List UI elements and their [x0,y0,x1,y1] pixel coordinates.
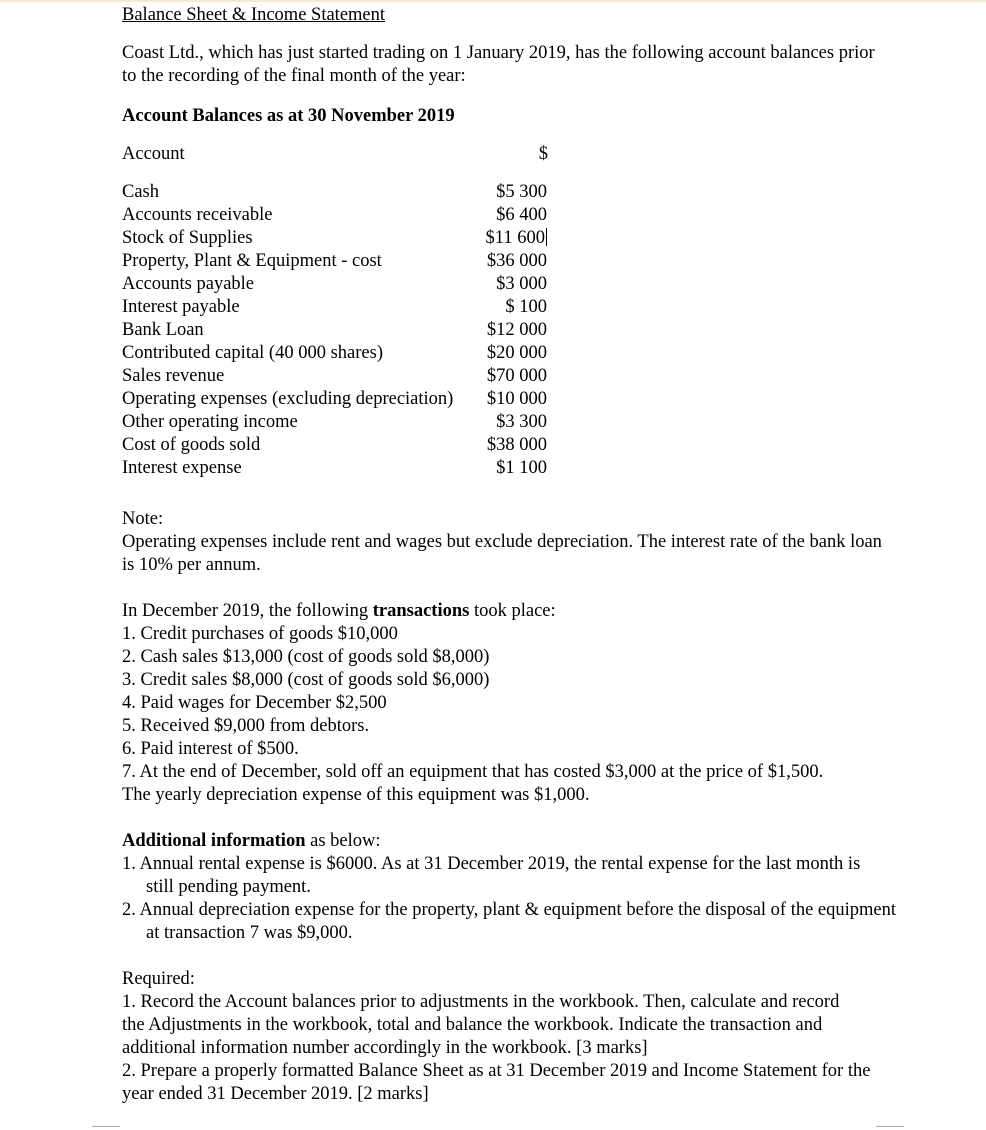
account-name: Cost of goods sold [122,435,261,455]
table-row [122,204,552,227]
account-balances-table [122,181,552,480]
list-item: 1. Annual rental expense is $6000. As at 31 December 2019, the rental expense for the last month is still pending payment. [122,854,861,897]
account-amount: $70 000 [486,366,547,386]
table-row [122,388,552,411]
intro-paragraph: Coast Ltd., which has just started trading on 1 January 2019, has the following account balances prior to the recording of the final month of the year: [122,43,875,86]
account-amount: $ 100 [505,297,547,317]
account-amount: $12 000 [486,320,547,340]
table-header [122,143,552,166]
list-item: 2. Prepare a properly formatted Balance Sheet as at 31 December 2019 and Income Statement for the year ended 31 December 2019. [2 marks] [122,1061,871,1104]
table-row [122,227,552,250]
account-name: Accounts receivable [122,205,273,225]
header-account: Account [122,144,185,164]
account-name: Operating expenses (excluding depreciation) [122,389,454,409]
transactions-intro [122,600,882,623]
table-row [122,411,552,434]
additional-post: as below: [305,831,381,851]
table-row [122,457,552,480]
account-name: Stock of Supplies [122,228,253,248]
list-item: 1. Record the Account balances prior to adjustments in the workbook. Then, calculate and record the Adjustments in the workbook, total and balance the workbook. Indicate the transaction and additional information number accordingly in the workbook. [3 marks] [122,992,840,1058]
list-item: 4. Paid wages for December $2,500 [122,693,387,713]
account-amount: $10 000 [486,389,547,409]
transactions-intro-post: took place: [469,601,556,621]
account-name: Interest expense [122,458,242,478]
required-list [122,991,882,1106]
account-name: Cash [122,182,159,202]
required-label: Required: [122,969,195,989]
account-amount: $3 000 [496,274,547,294]
list-item: 3. Credit sales $8,000 (cost of goods sold $6,000) [122,670,490,690]
additional-bold: Additional information [122,831,306,851]
additional-heading [122,830,882,853]
account-amount: $36 000 [486,251,547,271]
note-label: Note: [122,509,164,529]
balances-heading: Account Balances as at 30 November 2019 [122,106,455,126]
account-name: Bank Loan [122,320,204,340]
list-item: 2. Annual depreciation expense for the property, plant & equipment before the disposal of the equipment at transaction 7 was $9,000. [122,900,897,943]
table-row [122,273,552,296]
account-amount[interactable]: $11 600 [485,228,545,248]
transactions-list [122,623,882,807]
list-item: 1. Credit purchases of goods $10,000 [122,624,398,644]
top-border [0,0,986,2]
page-title: Balance Sheet & Income Statement [122,5,386,25]
account-name: Sales revenue [122,366,225,386]
table-row [122,434,552,457]
table-row [122,365,552,388]
account-amount: $20 000 [486,343,547,363]
table-row [122,181,552,204]
page-edge-left [92,1126,120,1130]
additional-list [122,853,897,945]
note-text: Operating expenses include rent and wages but exclude depreciation. The interest rate of the bank loan is 10% per annum. [122,532,882,575]
table-row [122,250,552,273]
account-amount: $1 100 [496,458,547,478]
transactions-intro-pre: In December 2019, the following [122,601,373,621]
account-name: Accounts payable [122,274,255,294]
account-amount: $3 300 [496,412,547,432]
table-row [122,296,552,319]
list-item: 2. Cash sales $13,000 (cost of goods sold $8,000) [122,647,490,667]
list-item: 5. Received $9,000 from debtors. [122,716,370,736]
account-amount: $5 300 [496,182,547,202]
account-amount: $6 400 [496,205,547,225]
table-row [122,342,552,365]
account-name: Contributed capital (40 000 shares) [122,343,383,363]
account-name: Interest payable [122,297,240,317]
header-amount: $ [538,144,548,164]
list-item: 7. At the end of December, sold off an equipment that has costed $3,000 at the price of $1,500. The yearly depreciation expense of this equipment was $1,000. [122,762,824,805]
table-row [122,319,552,342]
account-name: Other operating income [122,412,298,432]
list-item: 6. Paid interest of $500. [122,739,299,759]
account-name: Property, Plant & Equipment - cost [122,251,382,271]
transactions-intro-bold: transactions [372,601,470,621]
account-amount: $38 000 [486,435,547,455]
page-edge-right [876,1126,904,1130]
